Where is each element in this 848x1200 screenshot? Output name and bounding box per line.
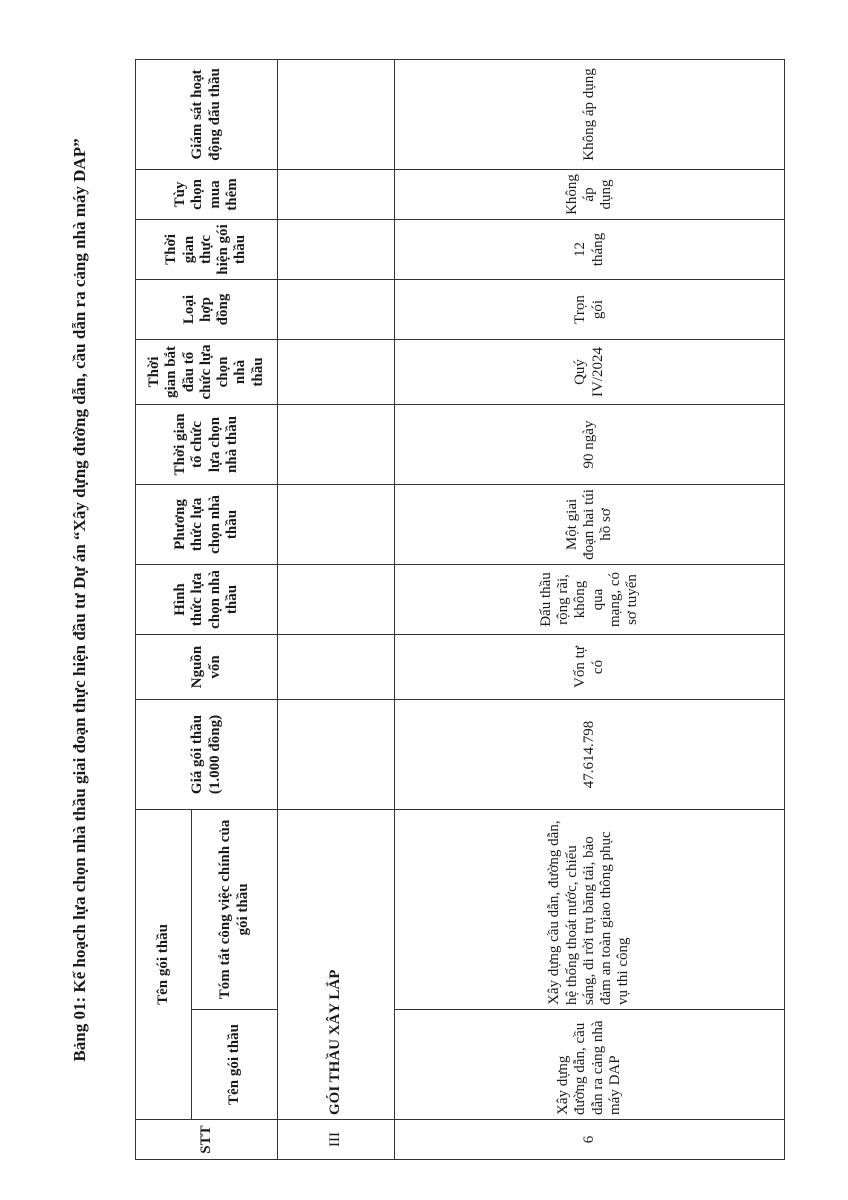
row-stt: 6 (395, 1120, 785, 1160)
empty-cell (278, 279, 395, 339)
row-package-name: Xây dựng đường dẫn, cầu dẫn ra cảng nhà máy DAP (395, 1010, 785, 1120)
empty-cell (278, 219, 395, 279)
section-title: GÓI THẦU XÂY LẮP (278, 809, 395, 1119)
section-row (278, 59, 395, 1159)
header-work-summary: Tóm tắt công việc chính của gói thầu (192, 809, 278, 1009)
header-bidding-supervision: Giám sát hoạt động đấu thầu (136, 59, 278, 169)
row-execution-time: 12 tháng (395, 219, 785, 279)
header-package-price: Giá gói thầu (1.000 đồng) (136, 699, 278, 809)
header-package-name: Tên gói thầu (192, 1010, 278, 1120)
header-start-time: Thời gian bắt đầu tổ chức lựa chọn nhà thầu (136, 339, 278, 404)
header-selection-method: Phương thức lựa chọn nhà thầu (136, 484, 278, 564)
empty-cell (278, 634, 395, 699)
empty-cell (278, 169, 395, 219)
row-purchase-option: Không áp dụng (395, 169, 785, 219)
header-stt: STT (136, 1120, 278, 1160)
row-package-price: 47.614.798 (395, 699, 785, 809)
header-execution-time: Thời gian thực hiện gói thầu (136, 219, 278, 279)
bidding-plan-table (135, 59, 785, 1160)
header-package-name-group: Tên gói thầu (136, 809, 192, 1119)
header-purchase-option: Tùy chọn mua thêm (136, 169, 278, 219)
header-selection-form: Hình thức lựa chọn nhà thầu (136, 564, 278, 634)
row-work-summary: Xây dựng cầu dẫn, đường dẫn, hệ thống thoát nước, chiếu sáng, di rời trụ băng tải, bảo đảm an toàn giao thông phục vụ thi công (395, 809, 785, 1009)
empty-cell (278, 339, 395, 404)
section-stt: III (278, 1120, 395, 1160)
empty-cell (278, 699, 395, 809)
header-selection-duration: Thời gian tổ chức lựa chọn nhà thầu (136, 404, 278, 484)
table-row (395, 59, 785, 1159)
row-start-time: Quý IV/2024 (395, 339, 785, 404)
row-contract-type: Trọn gói (395, 279, 785, 339)
row-selection-duration: 90 ngày (395, 404, 785, 484)
empty-cell (278, 564, 395, 634)
document-title: Bảng 01: Kế hoạch lựa chọn nhà thầu giai đoạn thực hiện đầu tư Dự án “Xây dựng đường dẫn, cầu dẫn ra cảng nhà máy DAP” (70, 138, 89, 1062)
empty-cell (278, 404, 395, 484)
empty-cell (278, 484, 395, 564)
row-selection-form: Đấu thầu rộng rãi, không qua mạng, có sơ tuyển (395, 564, 785, 634)
row-selection-method: Một giai đoạn hai túi hồ sơ (395, 484, 785, 564)
empty-cell (278, 59, 395, 169)
header-row (136, 59, 192, 1159)
header-contract-type: Loại hợp đồng (136, 279, 278, 339)
row-bidding-supervision: Không áp dụng (395, 59, 785, 169)
row-funding-source: Vốn tự có (395, 634, 785, 699)
header-funding-source: Nguồn vốn (136, 634, 278, 699)
